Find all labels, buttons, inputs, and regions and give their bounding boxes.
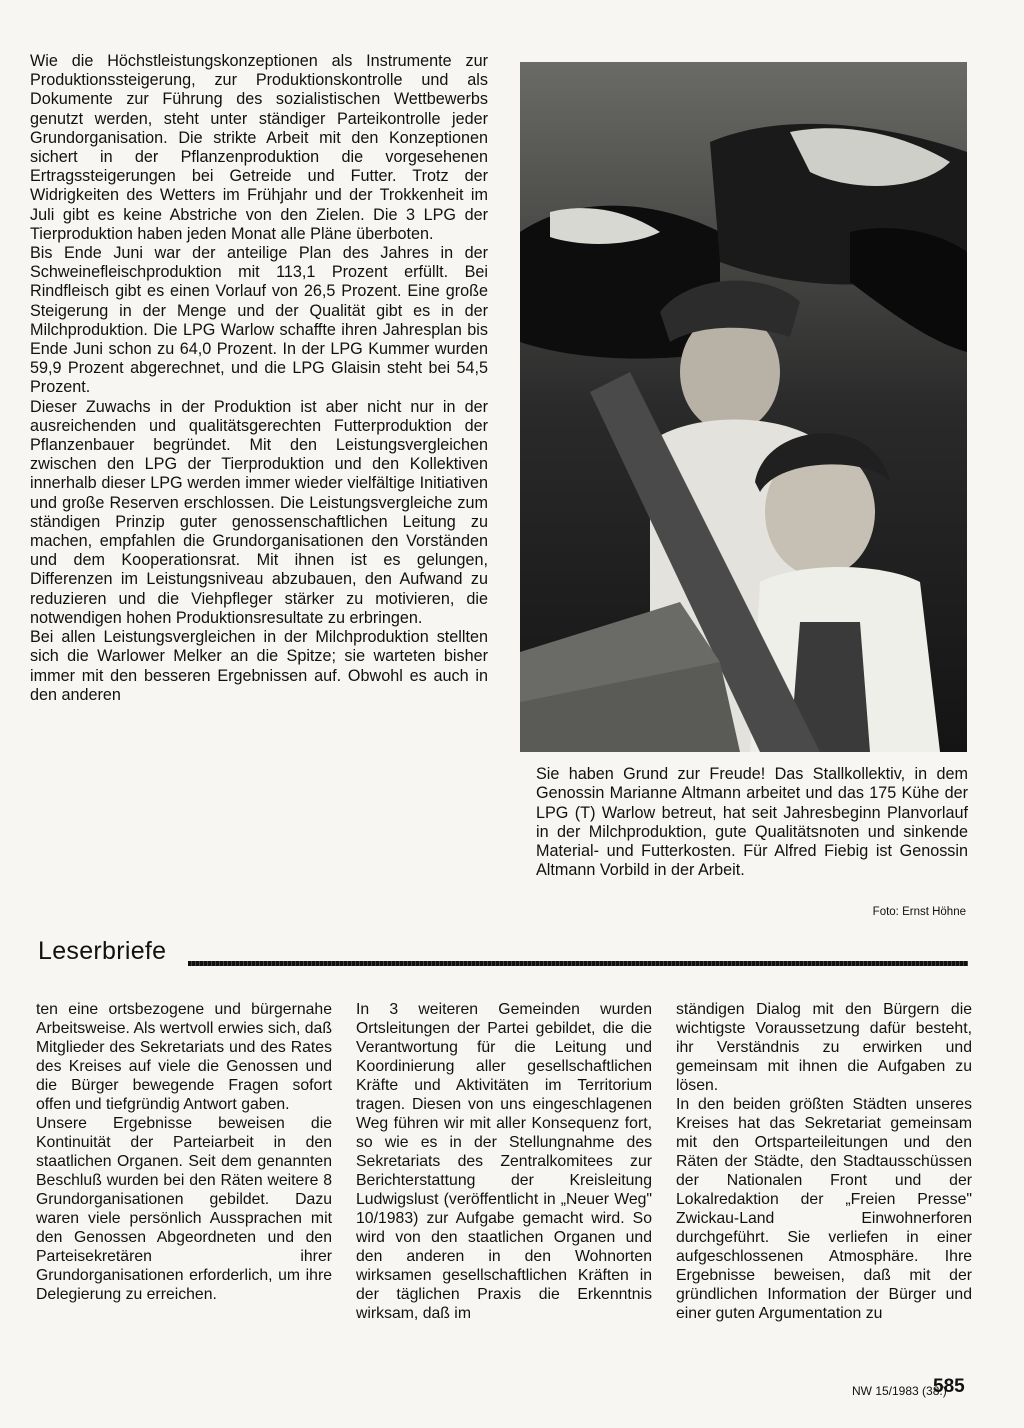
photo-caption: Sie haben Grund zur Freude! Das Stallkollektiv, in dem Genossin Marianne Altmann arbeitet und das 175 Kühe der LPG (T) Warlow betreut, hat seit Jahresbeginn Planvorlauf in der Milchproduktion, gute Qualitätsnoten und sinkende Material- und Futterkosten. Für Alfred Fiebig ist Genossin Altmann Vorbild in der Arbeit.	[536, 765, 968, 880]
article-paragraph: Dieser Zuwachs in der Produktion ist aber nicht nur in der ausreichenden und qualitätsgerechten Futterproduktion der Pflanzenbauer begründet. Mit den Leistungsvergleichen zwischen den LPG der Tierproduktion und den Kollektiven innerhalb dieser LPG werden immer wieder vielfältige Initiativen und große Reserven erschlossen. Die Leistungsvergleiche zum ständigen Prinzip guter genossenschaftlichen Leitung zu machen, empfahlen die Grundorganisationen den Vorständen und dem Kooperationsrat. Mit ihnen ist es gelungen, Differenzen im Leistungsniveau abzubauen, den Aufwand zu reduzieren und die Viehpfleger stärker zu motivieren, die notwendigen hohen Produktionsresultate zu erbringen.	[30, 397, 488, 627]
photo-illustration	[520, 62, 967, 752]
letters-column-2	[356, 1000, 652, 1323]
letter-paragraph: In 3 weiteren Gemeinden wurden Ortsleitungen der Partei gebildet, die die Verantwortung für die Leitung und Koordinierung aller gesellschaftlichen Kräfte und Aktivitäten im Territorium tragen. Diesen von uns eingeschlagenen Weg führen wir mit aller Konsequenz fort, so wie es in der Stellungnahme des Sekretariats des Zentralkomitees zur Berichterstattung der Kreisleitung Ludwigslust (veröffentlicht in „Neuer Weg" 10/1983) zur Aufgabe gemacht wird. So wird von den staatlichen Organen und den anderen in den Wohnorten wirksamen gesellschaftlichen Kräften in der täglichen Praxis die Erkenntnis wirksam, daß im	[356, 1001, 652, 1322]
photo-credit: Foto: Ernst Höhne	[872, 906, 966, 918]
section-divider	[188, 961, 968, 966]
issue-reference: NW 15/1983 (38.)	[852, 1384, 947, 1398]
page-number: 585	[933, 1376, 965, 1397]
article-paragraph: Bei allen Leistungsvergleichen in der Milchproduktion stellten sich die Warlower Melker an die Spitze; sie warteten bisher immer mit den besseren Ergebnissen auf. Obwohl es auch in den anderen	[30, 628, 488, 704]
top-article-column	[30, 52, 488, 705]
article-paragraph: Wie die Höchstleistungskonzeptionen als Instrumente zur Produktionssteigerung, zur Produktionskontrolle und als Dokumente zur Führung des sozialistischen Wettbewerbs genutzt werden, steht unter ständiger Parteikontrolle jeder Grundorganisation. Die strikte Arbeit mit den Konzeptionen sichert in der Pflanzenproduktion die vorgesehenen Ertragssteigerungen bei Getreide und Futter. Trotz der Widrigkeiten des Wetters im Frühjahr und der Trokkenheit im Juli gibt es keine Abstriche von den Zielen. Die 3 LPG der Tierproduktion haben jeden Monat alle Pläne überboten.	[30, 52, 488, 243]
letters-column-1	[36, 1000, 332, 1304]
letter-paragraph: ständigen Dialog mit den Bürgern die wichtigste Voraussetzung dafür besteht, ihr Verständnis zu erwirken und gemeinsam mit ihnen die Aufgaben zu lösen.	[676, 1001, 972, 1094]
letters-column-3	[676, 1000, 972, 1323]
section-title: Leserbriefe	[38, 937, 167, 965]
article-paragraph: Bis Ende Juni war der anteilige Plan des Jahres in der Schweinefleischproduktion mit 113,1 Prozent erfüllt. Bei Rindfleisch gibt es einen Vorlauf von 26,5 Prozent. Eine große Steigerung in der Menge und der Qualität gibt es in der Milchproduktion. Die LPG Warlow schaffte ihren Jahresplan bis Ende Juni schon zu 64,0 Prozent. In der LPG Kummer wurden 59,9 Prozent abgerechnet, und die LPG Glaisin steht bei 54,5 Prozent.	[30, 244, 488, 397]
photo-farm-workers	[520, 62, 967, 752]
letter-paragraph: ten eine ortsbezogene und bürgernahe Arbeitsweise. Als wertvoll erwies sich, daß Mitglieder des Sekretariats und des Rates des Kreises auf viele die Genossen und die Bürger bewegende Fragen sofort offen und tiefgründig Antwort gaben.	[36, 1001, 332, 1113]
letter-paragraph: In den beiden größten Städten unseres Kreises hat das Sekretariat gemeinsam mit den Ortsparteileitungen und den Räten der Städte, den Stadtausschüssen der Nationalen Front und der Lokalredaktion der „Freien Presse" Zwickau-Land Einwohnerforen durchgeführt. Sie verliefen in einer aufgeschlossenen Atmosphäre. Ihre Ergebnisse beweisen, daß mit der gründlichen Information der Bürger und einer guten Argumentation zu	[676, 1096, 972, 1322]
letter-paragraph: Unsere Ergebnisse beweisen die Kontinuität der Parteiarbeit in den staatlichen Organen. Seit dem genannten Beschluß wurden bei den Räten weitere 8 Grundorganisationen gebildet. Dazu waren viele persönlich Aussprachen mit den Genossen Abgeordneten und den Parteisekretären ihrer Grundorganisationen erforderlich, um ihre Delegierung zu erreichen.	[36, 1115, 332, 1303]
section-header	[38, 935, 968, 975]
